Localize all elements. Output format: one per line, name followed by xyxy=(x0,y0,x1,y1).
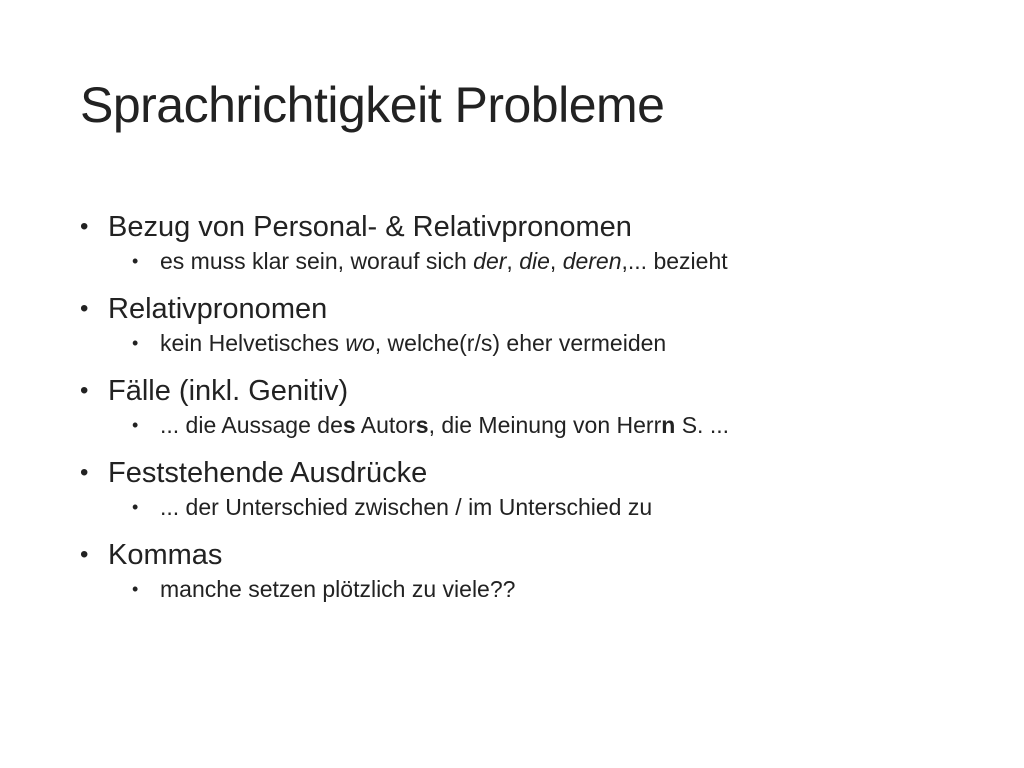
sub-text-italic: die xyxy=(519,248,550,274)
sub-text: Autor xyxy=(355,412,416,438)
sub-text-italic: deren xyxy=(562,248,622,274)
sub-text: , welche(r/s) eher vermeiden xyxy=(374,330,667,356)
bullet-icon: • xyxy=(80,541,89,568)
sub-bullet-icon: • xyxy=(132,497,139,517)
sub-text-bold: n xyxy=(661,412,676,438)
sub-text: S. ... xyxy=(675,412,729,438)
bullet-text: Bezug von Personal- & Relativpronomen xyxy=(108,211,632,243)
sub-text: ... die Aussage de xyxy=(160,412,343,438)
sub-bullet-item xyxy=(80,407,980,443)
bullet-icon: • xyxy=(80,213,89,240)
sub-bullet-item xyxy=(80,489,980,525)
sub-text: ,... bezieht xyxy=(621,248,728,274)
sub-text-bold: s xyxy=(342,412,356,438)
sub-bullet-item xyxy=(80,325,980,361)
sub-list xyxy=(80,571,980,607)
sub-text: kein Helvetisches xyxy=(160,330,346,356)
sub-text-bold: s xyxy=(415,412,429,438)
bullet-text: Feststehende Ausdrücke xyxy=(108,457,428,489)
sub-list xyxy=(80,489,980,525)
sub-list xyxy=(80,407,980,443)
bullet-list xyxy=(80,205,980,615)
sub-text: , xyxy=(506,248,520,274)
sub-text: , xyxy=(549,248,563,274)
sub-list xyxy=(80,243,980,279)
sub-bullet-icon: • xyxy=(132,333,139,353)
sub-text-italic: wo xyxy=(345,330,375,356)
sub-text: , die Meinung von Herr xyxy=(428,412,662,438)
sub-bullet-icon: • xyxy=(132,251,139,271)
sub-bullet-item xyxy=(80,571,980,607)
bullet-text: Kommas xyxy=(108,539,223,571)
bullet-text: Relativpronomen xyxy=(108,293,328,325)
bullet-icon: • xyxy=(80,459,89,486)
sub-bullet-icon: • xyxy=(132,579,139,599)
sub-text: ... der Unterschied zwischen / im Unterschied zu xyxy=(160,494,653,520)
sub-bullet-item xyxy=(80,243,980,279)
sub-text: es muss klar sein, worauf sich xyxy=(160,248,474,274)
sub-text-italic: der xyxy=(473,248,507,274)
sub-text: manche setzen plötzlich zu viele?? xyxy=(160,576,516,602)
bullet-text: Fälle (inkl. Genitiv) xyxy=(108,375,349,407)
bullet-icon: • xyxy=(80,377,89,404)
slide-title: Sprachrichtigkeit Probleme xyxy=(80,77,665,133)
sub-bullet-icon: • xyxy=(132,415,139,435)
sub-list xyxy=(80,325,980,361)
bullet-icon: • xyxy=(80,295,89,322)
